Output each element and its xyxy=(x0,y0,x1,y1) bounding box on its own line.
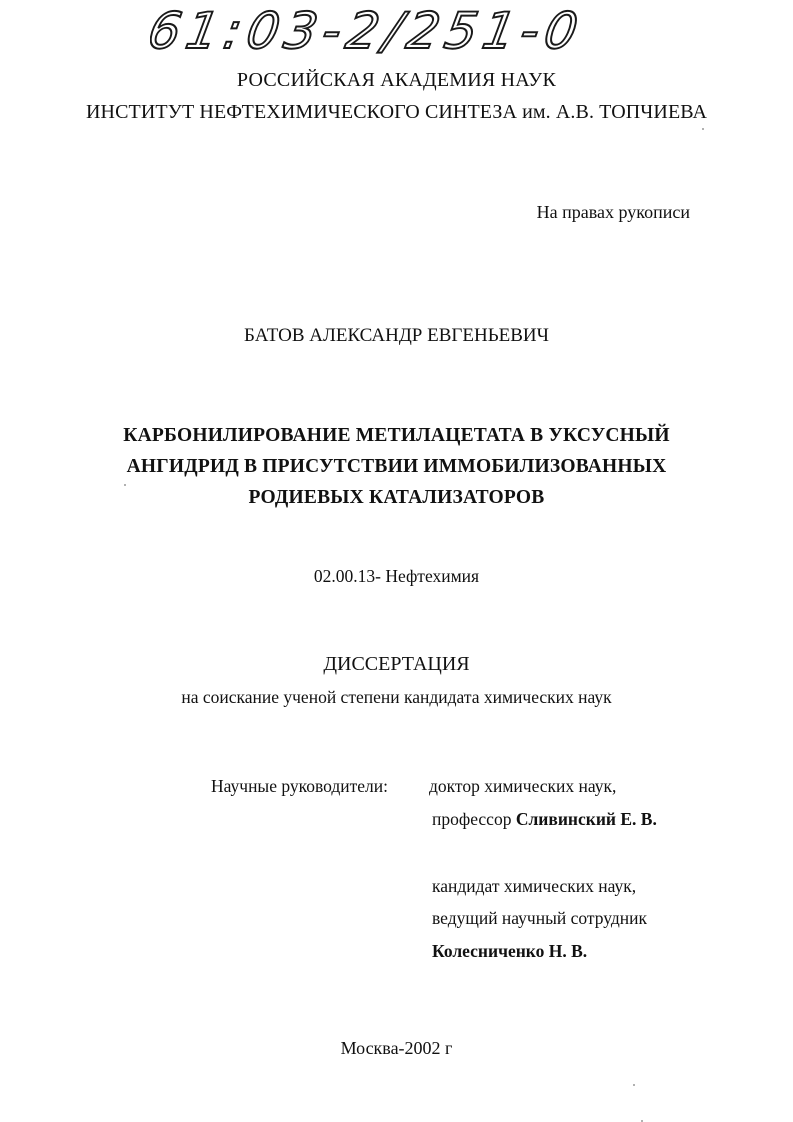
title-line: КАРБОНИЛИРОВАНИЕ МЕТИЛАЦЕТАТА В УКСУСНЫЙ xyxy=(123,425,670,446)
supervisor-2-degree: кандидат химических наук, xyxy=(432,876,637,896)
degree-description: на соискание ученой степени кандидата химических наук xyxy=(181,687,612,707)
scan-speck xyxy=(702,128,704,130)
scan-speck xyxy=(124,484,126,486)
supervisor-1-degree: доктор химических наук, xyxy=(429,776,617,796)
handwritten-archive-code xyxy=(150,2,610,62)
rights-note: На правах рукописи xyxy=(536,202,690,222)
dissertation-title xyxy=(0,420,793,513)
author-name: БАТОВ АЛЕКСАНДР ЕВГЕНЬЕВИЧ xyxy=(244,325,549,346)
svg-text:61:03-2/251-0: 61:03-2/251-0 xyxy=(150,2,589,60)
supervisor-1-title: профессор xyxy=(432,809,512,829)
place-and-year: Москва-2002 г xyxy=(340,1038,453,1058)
scan-speck xyxy=(633,1084,635,1086)
specialty-code: 02.00.13- Нефтехимия xyxy=(313,566,480,586)
title-line: АНГИДРИД В ПРИСУТСТВИИ ИММОБИЛИЗОВАННЫХ xyxy=(126,456,667,477)
supervisor-2-name: Колесниченко Н. В. xyxy=(432,941,588,961)
supervisor-1-title-name xyxy=(432,809,657,830)
academy-name: РОССИЙСКАЯ АКАДЕМИЯ НАУК xyxy=(236,69,557,91)
supervisors-label: Научные руководители: xyxy=(211,776,388,796)
supervisor-1-name: Сливинский Е. В. xyxy=(515,809,657,829)
title-line: РОДИЕВЫХ КАТАЛИЗАТОРОВ xyxy=(248,487,545,508)
institute-name: ИНСТИТУТ НЕФТЕХИМИЧЕСКОГО СИНТЕЗА им. А.В. ТОПЧИЕВА xyxy=(86,101,707,123)
supervisor-2-position: ведущий научный сотрудник xyxy=(432,908,648,928)
document-type: ДИССЕРТАЦИЯ xyxy=(323,653,470,675)
